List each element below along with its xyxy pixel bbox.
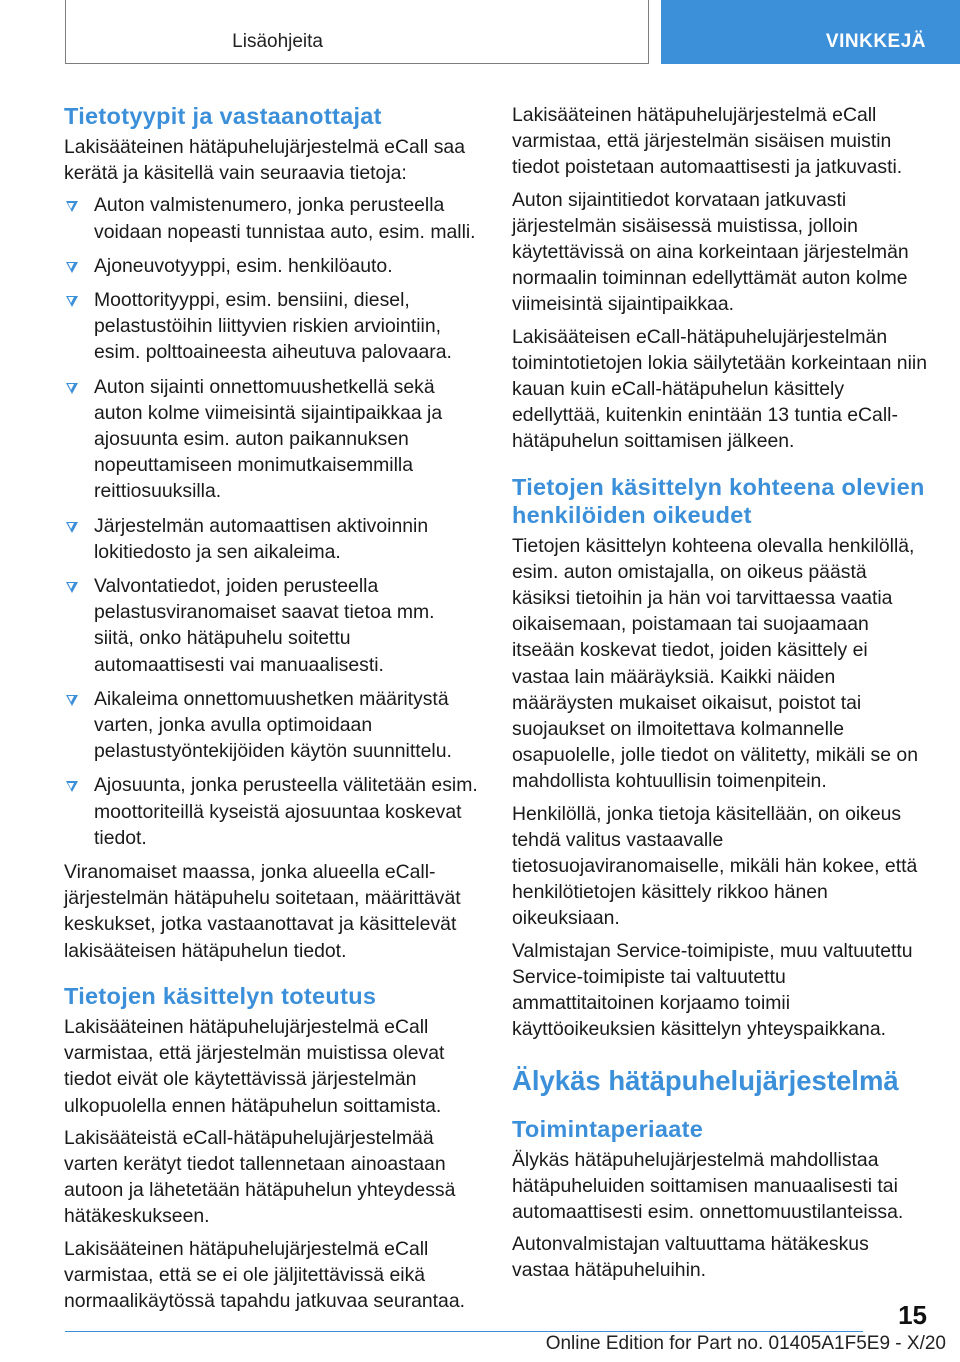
list-item-text: Ajosuunta, jonka perusteella välitetään esim. moottoriteillä kyseistä ajosuuntaa koskevat tiedot. <box>94 774 478 849</box>
list-item <box>64 513 478 565</box>
heading-data-types: Tietotyypit ja vastaanottajat <box>64 103 382 129</box>
paragraph-implementation-1: Lakisääteinen hätäpuhelujärjestelmä eCall varmistaa, että järjestelmän muistissa olevat tiedot eivät ole käytettävissä järjestelmän ulkopuolella ennen hätäpuhelun soittamista. <box>64 1015 445 1117</box>
paragraph-principle-2: Autonvalmistajan valtuuttama hätäkeskus vastaa hätäpuheluihin. <box>512 1233 869 1282</box>
paragraph-continued-3: Lakisääteisen eCall-hätäpuhelujärjestelmän toimintotietojen lokia säilytetään korkeintaan niin kauan kuin eCall-hätäpuhelun käsittely edellyttää, kuitenkin enintään 13 tuntia eCall-hätäpuhelun soittamisen jälkeen. <box>512 325 927 453</box>
page-number: 15 <box>898 1300 927 1330</box>
heading-principle: Toimintaperiaate <box>512 1115 704 1142</box>
list-item-text: Valvontatiedot, joiden perusteella pelastusviranomaiset saavat tietoa mm. siitä, onko hätäpuhelu soitettu automaattisesti vai manuaalisesti. <box>94 575 435 676</box>
triangle-bullet-icon <box>66 383 78 394</box>
triangle-bullet-icon <box>66 695 78 706</box>
paragraph-implementation-2: Lakisääteistä eCall-hätäpuhelujärjestelmää varten kerätyt tiedot tallennetaan ainoastaan autoon ja lähetetään hätäpuhelun yhteydessä hätäkeskukseen. <box>64 1126 456 1228</box>
paragraph-implementation-3: Lakisääteinen hätäpuhelujärjestelmä eCall varmistaa, että se ei ole jäljitettävissä eikä normaalikäytössä tapahdu jatkuvaa seurantaa. <box>64 1237 465 1312</box>
paragraph-rights-3: Valmistajan Service-toimipiste, muu valtuutettu Service-toimipiste tai valtuutettu ammattitaitoinen korjaamo toimii käyttöoikeuksien käsittelyn yhteyspaikkana. <box>512 939 913 1041</box>
footer-divider <box>65 1331 863 1332</box>
triangle-bullet-icon <box>66 201 78 212</box>
list-item-text: Ajoneuvotyyppi, esim. henkilöauto. <box>94 254 393 277</box>
paragraph-principle-1: Älykäs hätäpuhelujärjestelmä mahdollistaa hätäpuheluiden soittamisen manuaalisesti tai automaattisesti esim. onnettomuustilanteissa. <box>512 1148 904 1223</box>
triangle-bullet-icon <box>66 296 78 307</box>
list-item-text: Aikaleima onnettomuushetken määritystä varten, jonka avulla optimoidaan pelastustyöntekijöiden käytön suunnittelu. <box>94 687 452 763</box>
header-frame <box>65 0 649 64</box>
triangle-bullet-icon <box>66 781 78 792</box>
paragraph-authorities: Viranomaiset maassa, jonka alueella eCall-järjestelmän hätäpuhelu soitetaan, määrittävät keskukset, jotka vastaanottavat ja käsittelevät lakisääteisen hätäpuhelun tiedot. <box>64 861 461 962</box>
triangle-bullet-icon <box>66 522 78 533</box>
list-item <box>64 374 478 505</box>
list-item-text: Järjestelmän automaattisen aktivoinnin lokitiedosto ja sen aikaleima. <box>94 514 429 563</box>
list-item <box>64 253 478 279</box>
right-column <box>512 102 928 1290</box>
data-types-list <box>64 192 478 851</box>
paragraph-rights-2: Henkilöllä, jonka tietoja käsitellään, on oikeus tehdä valitus vastaavalle tietosuojaviranomaiselle, mikäli hän kokee, että henkilötietojen käsittely rikkoo hänen oikeuksiaan. <box>512 802 918 930</box>
paragraph-rights-1: Tietojen käsittelyn kohteena olevalla henkilöllä, esim. auton omistajalla, on oikeus päästä käsiksi tietoihin ja hän voi tarvittaessa vaatia oikaisemaan, poistamaan tai suojaamaan itseään koskevat tiedot, joiden käsittely ei vastaa lain määräyksiä. Kaikki näiden määräysten mukaiset oikaisut, poistot tai suojaukset on ilmoitettava kolmannelle osapuolelle, jolle tiedot on välitetty, mikäli se on mahdollista kohtuullisin toimenpitein. <box>512 534 918 793</box>
list-item <box>64 686 478 765</box>
list-item-text: Moottorityyppi, esim. bensiini, diesel, pelastustöihin liittyvien riskien arviointiin, esim. polttoaineesta aiheutuva palovaara. <box>94 289 452 364</box>
list-item-text: Auton valmistenumero, jonka perusteella voidaan nopeasti tunnistaa auto, esim. malli. <box>94 194 476 243</box>
paragraph-continued-2: Auton sijaintitiedot korvataan jatkuvasti järjestelmän sisäisessä muistissa, jolloin käytettävissä on aina korkeintaan järjestelmän normaalin toiminnan edellyttämät auton kolme viimeisintä sijaintipaikkaa. <box>512 188 909 316</box>
triangle-bullet-icon <box>66 262 78 273</box>
list-item <box>64 772 478 851</box>
list-item-text: Auton sijainti onnettomuushetkellä sekä auton kolme viimeisintä sijaintipaikkaa ja ajosuunta esim. auton paikannuksen nopeuttamiseen monimutkaisemmilla reittiosuuksilla. <box>94 375 443 503</box>
paragraph-intro: Lakisääteinen hätäpuhelujärjestelmä eCall saa kerätä ja käsitellä vain seuraavia tietoja: <box>64 136 466 185</box>
footer-edition: Online Edition for Part no. 01405A1F5E9 - X/20 <box>545 1333 946 1354</box>
left-column <box>64 102 478 1320</box>
triangle-bullet-icon <box>66 582 78 593</box>
heading-smart-emergency-call: Älykäs hätäpuhelujärjestelmä <box>512 1064 899 1096</box>
paragraph-continued-1: Lakisääteinen hätäpuhelujärjestelmä eCall varmistaa, että järjestelmän sisäisen muistin tiedot poistetaan automaattisesti ja jatkuvasti. <box>512 104 903 179</box>
list-item <box>64 192 478 244</box>
header-chapter-tab: VINKKEJÄ <box>661 0 960 64</box>
header-section-title: Lisäohjeita <box>232 31 323 52</box>
heading-rights: Tietojen käsittelyn kohteena olevien henkilöiden oikeudet <box>512 473 925 528</box>
heading-implementation: Tietojen käsittelyn toteutus <box>64 982 377 1009</box>
list-item <box>64 573 478 678</box>
list-item <box>64 287 478 366</box>
